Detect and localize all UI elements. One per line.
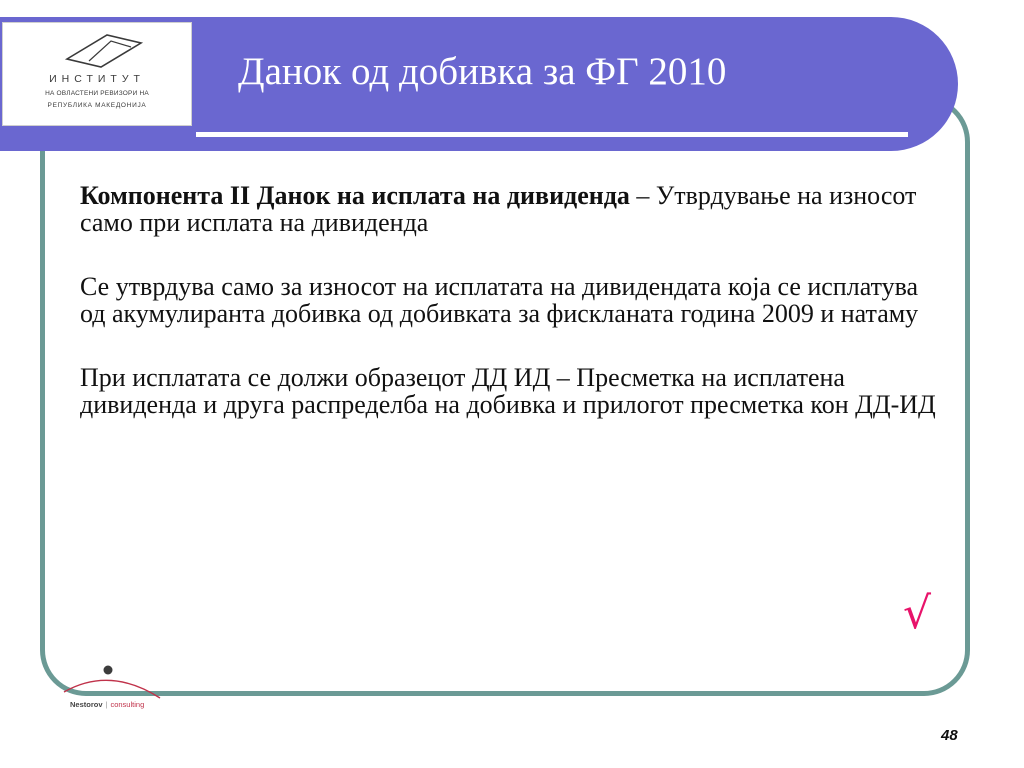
logo-subtitle-line2: РЕПУБЛИКА МАКЕДОНИЈА <box>47 102 147 109</box>
header-divider <box>196 132 908 137</box>
paragraph-determination: Се утврдува само за износот на исплатата на дивидендата која се исплатува од акумулиранта добивка од добивката за фискланата година 2009 и натаму <box>80 272 919 328</box>
check-mark-icon: √ <box>903 588 932 639</box>
slide-body <box>80 182 942 455</box>
logo-mark-icon <box>61 29 145 71</box>
footer-tagline: consulting <box>110 700 145 709</box>
institute-logo <box>2 22 192 126</box>
footer-separator: | <box>105 700 108 709</box>
paragraph-component-heading: Компонента II Данок на исплата на дивиденда <box>80 181 630 210</box>
footer-brand-text <box>70 700 144 709</box>
paragraph-component-text: – Утврдување на износот само при исплата на дивиденда <box>80 181 917 237</box>
page-number: 48 <box>941 727 958 744</box>
footer-brand-name: Nestorov <box>70 700 103 709</box>
slide-title: Данок од добивка за ФГ 2010 <box>238 50 727 93</box>
paragraph-component <box>80 182 942 236</box>
paragraph-form-obligation: При исплатата се должи образецот ДД ИД – Пресметка на исплатена дивиденда и друга распределба на добивка и прилогот пресметка кон ДД-ИД <box>80 363 936 419</box>
logo-subtitle-line1: НА ОВЛАСТЕНИ РЕВИЗОРИ НА <box>45 90 149 97</box>
logo-institute-name: ИНСТИТУТ <box>49 73 145 85</box>
